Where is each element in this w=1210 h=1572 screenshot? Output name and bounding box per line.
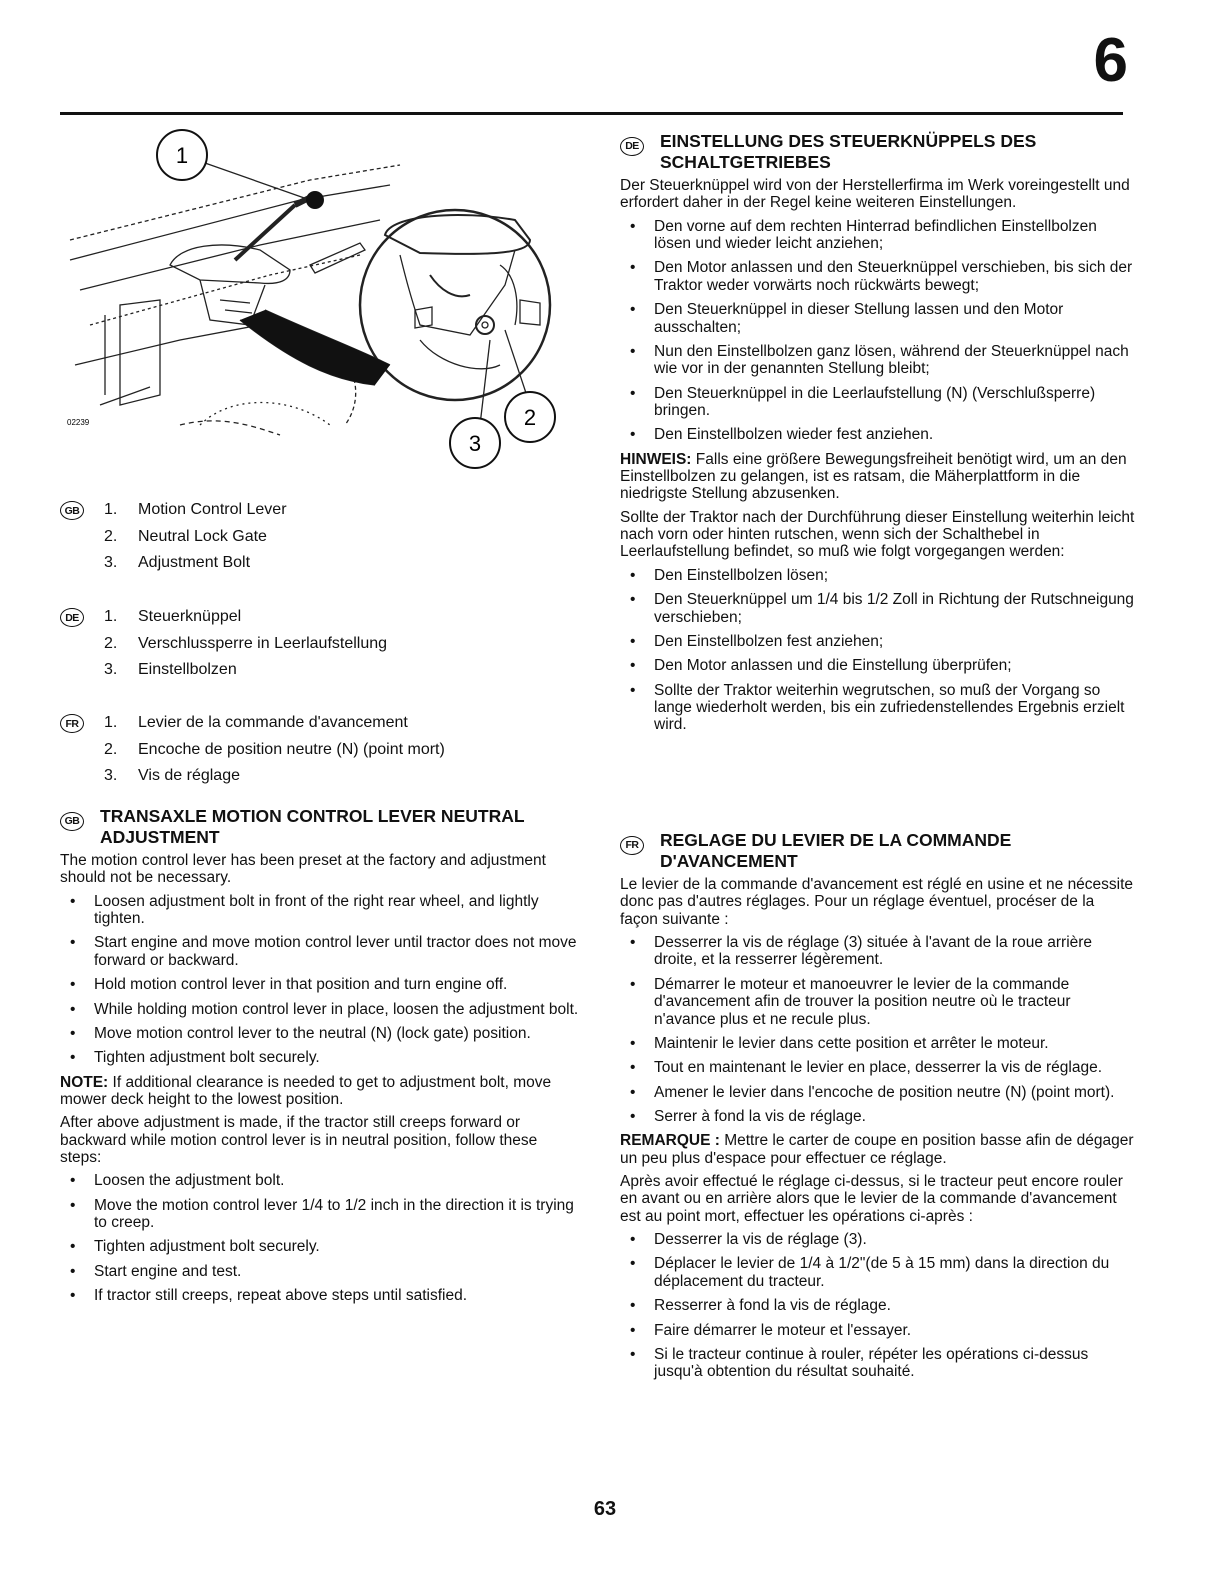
page-number: 63 [593, 1498, 617, 1520]
lang-badge-gb: GB [60, 812, 84, 831]
section-de-title: EINSTELLUNG DES STEUERKNÜPPELS DES SCHALTGETRIEBES [660, 131, 1037, 172]
note-label: HINWEIS: [620, 450, 692, 468]
section-de-heading [620, 131, 1135, 173]
section-gb-title: TRANSAXLE MOTION CONTROL LEVER NEUTRAL ADJUSTMENT [100, 806, 525, 847]
list-item: • Den Motor anlassen und den Steuerknüppel verschieben, bis sich der Traktor weder vorwärts noch rückwärts bewegt; [620, 259, 1135, 294]
list-item: • Loosen adjustment bolt in front of the right rear wheel, and lightly tighten. [60, 893, 580, 928]
lang-badge-de: DE [620, 137, 644, 156]
legend-text: Verschlussperre in Leerlaufstellung [138, 634, 388, 652]
figure-code: 02239 [67, 418, 90, 427]
note-label: REMARQUE : [620, 1132, 720, 1150]
list-item: • Den Motor anlassen und die Einstellung überprüfen; [620, 657, 1135, 674]
callout-3 [450, 418, 500, 468]
list-item: • Move the motion control lever 1/4 to 1/2 inch in the direction it is trying to creep. [60, 1197, 580, 1232]
legend-de [60, 604, 580, 684]
list-item: • Faire démarrer le moteur et l'essayer. [620, 1322, 1135, 1339]
list-item: • Den Steuerknüppel in die Leerlaufstellung (N) (Verschlußsperre) bringen. [620, 385, 1135, 420]
list-item: • Desserrer la vis de réglage (3) située à l'avant de la roue arrière droite, et la resserrer légèrement. [620, 934, 1135, 969]
list-item: • While holding motion control lever in place, loosen the adjustment bolt. [60, 1001, 580, 1018]
legend-fr [60, 710, 580, 790]
section-gb-steps [60, 893, 580, 1067]
section-de-steps [620, 218, 1135, 444]
list-item: • Den Einstellbolzen lösen; [620, 567, 1135, 584]
list-item: • Desserrer la vis de réglage (3). [620, 1231, 1135, 1248]
list-item: • Tighten adjustment bolt securely. [60, 1238, 580, 1255]
list-item: • Amener le levier dans l'encoche de position neutre (N) (point mort). [620, 1084, 1135, 1101]
chapter-number: 6 [1093, 26, 1128, 95]
legend-text: Levier de la commande d'avancement [138, 714, 408, 732]
callout-1 [157, 130, 207, 180]
note-text: If additional clearance is needed to get to adjustment bolt, move mower deck height to the lowest position. [60, 1073, 552, 1108]
header-rule [60, 112, 1123, 115]
legend-number: 3. [104, 767, 118, 785]
section-de-intro: Der Steuerknüppel wird von der Herstellerfirma im Werk voreingestellt und erfordert daher in der Regel keine weiteren Einstellungen. [620, 177, 1130, 212]
lang-badge-fr: FR [60, 714, 84, 733]
legend-number: 1. [104, 608, 118, 626]
list-item: • Si le tracteur continue à rouler, répéter les opérations ci-dessus jusqu'à obtention du résultat souhaité. [620, 1346, 1135, 1381]
section-fr-heading [620, 830, 1135, 872]
legend-number: 2. [104, 634, 118, 652]
legend-gb [60, 497, 580, 577]
section-fr-title: REGLAGE DU LEVIER DE LA COMMANDE D'AVANCEMENT [660, 830, 1012, 871]
section-de-after: Sollte der Traktor nach der Durchführung dieser Einstellung weiterhin leicht nach vorn oder hinten rutschen, wenn sich der Schalthebel in Leerlaufstellung befindet, so muß wie folgt vorgegangen werden: [620, 508, 1135, 561]
legend-number: 2. [104, 527, 118, 545]
legend-text: Motion Control Lever [138, 501, 287, 519]
list-item: • Resserrer à fond la vis de réglage. [620, 1297, 1135, 1314]
legend-text: Encoche de position neutre (N) (point mort) [138, 740, 445, 758]
legend-text: Vis de réglage [138, 767, 240, 785]
section-de-steps2 [620, 567, 1135, 734]
section-gb [60, 806, 580, 1312]
callout-2 [505, 392, 555, 442]
svg-text:3: 3 [468, 431, 482, 456]
section-fr-intro: Le levier de la commande d'avancement est réglé en usine et ne nécessite donc pas d'autres réglages. Pour un réglage éventuel, procéser de la façon suivante : [620, 876, 1134, 928]
note-label: NOTE: [60, 1073, 109, 1091]
legend-text: Einstellbolzen [138, 661, 237, 679]
list-item: • Den Steuerknüppel um 1/4 bis 1/2 Zoll in Richtung der Rutschneigung verschieben; [620, 591, 1135, 626]
section-fr-steps [620, 934, 1135, 1125]
section-gb-steps2 [60, 1172, 580, 1304]
section-fr-note [620, 1132, 1135, 1167]
legend-text: Adjustment Bolt [138, 554, 251, 572]
lang-badge-gb: GB [60, 501, 84, 520]
section-fr [620, 830, 1135, 1388]
list-item: • Tighten adjustment bolt securely. [60, 1049, 580, 1066]
section-gb-intro: The motion control lever has been preset at the factory and adjustment should not be necessary. [60, 852, 546, 887]
section-fr-steps2 [620, 1231, 1135, 1381]
list-item: • If tractor still creeps, repeat above steps until satisfied. [60, 1287, 580, 1304]
list-item: • Den Steuerknüppel in dieser Stellung lassen und den Motor ausschalten; [620, 301, 1135, 336]
legend-number: 3. [104, 554, 118, 572]
lang-badge-de: DE [60, 608, 84, 627]
legend-number: 1. [104, 501, 118, 519]
section-fr-after: Après avoir effectué le réglage ci-dessus, si le tracteur peut encore rouler en avant ou en arrière alors que le levier de la commande d'avancement est au point mort, effectuer les opérations ci-après : [620, 1173, 1123, 1225]
section-de [620, 131, 1135, 741]
list-item: • Déplacer le levier de 1/4 à 1/2"(de 5 à 15 mm) dans la direction du déplacement du tracteur. [620, 1255, 1135, 1290]
list-item: • Tout en maintenant le levier en place, desserrer la vis de réglage. [620, 1059, 1135, 1076]
list-item: • Sollte der Traktor weiterhin wegrutschen, so muß der Vorgang so lange wiederholt werden, bis ein zufriedenstellendes Ergebnis erzielt wird. [620, 682, 1135, 734]
section-gb-heading [60, 806, 580, 848]
list-item: • Den vorne auf dem rechten Hinterrad befindlichen Einstellbolzen lösen und wieder leicht anziehen; [620, 218, 1135, 253]
svg-text:2: 2 [523, 405, 537, 430]
list-item: • Start engine and test. [60, 1263, 580, 1280]
section-gb-after: After above adjustment is made, if the tractor still creeps forward or backward while motion control lever is in neutral position, follow these steps: [60, 1114, 538, 1167]
list-item: • Den Einstellbolzen fest anziehen; [620, 633, 1135, 650]
legend-text: Steuerknüppel [138, 608, 242, 626]
legend-number: 1. [104, 714, 118, 732]
svg-text:1: 1 [175, 143, 189, 168]
list-item: • Maintenir le levier dans cette position et arrêter le moteur. [620, 1035, 1135, 1052]
list-item: • Démarrer le moteur et manoeuvrer le levier de la commande d'avancement afin de trouver la position neutre où le tracteur n'avance plus et ne recule plus. [620, 976, 1135, 1028]
legend-number: 3. [104, 661, 118, 679]
list-item: • Den Einstellbolzen wieder fest anziehen. [620, 426, 1135, 443]
list-item: • Serrer à fond la vis de réglage. [620, 1108, 1135, 1125]
legend-number: 2. [104, 740, 118, 758]
legend-text: Neutral Lock Gate [138, 527, 267, 545]
note-text: Falls eine größere Bewegungsfreiheit benötigt wird, um an den Einstellbolzen zu gelangen, ist es ratsam, die Mäherplattform in die niedrigste Stellung abzusenken. [620, 450, 1127, 503]
lang-badge-fr: FR [620, 836, 644, 855]
section-de-note [620, 451, 1135, 503]
list-item: • Nun den Einstellbolzen ganz lösen, während der Steuerknüppel nach wie vor in der genannten Stellung bleibt; [620, 343, 1135, 378]
motion-control-lever-figure [60, 125, 580, 470]
list-item: • Hold motion control lever in that position and turn engine off. [60, 976, 580, 993]
list-item: • Start engine and move motion control lever until tractor does not move forward or backward. [60, 934, 580, 969]
section-gb-note [60, 1074, 580, 1109]
lever-illustration [60, 125, 580, 470]
note-text: Mettre le carter de coupe en position basse afin de dégager un peu plus d'espace pour effectuer ce réglage. [620, 1132, 1134, 1167]
list-item: • Loosen the adjustment bolt. [60, 1172, 580, 1189]
list-item: • Move motion control lever to the neutral (N) (lock gate) position. [60, 1025, 580, 1042]
